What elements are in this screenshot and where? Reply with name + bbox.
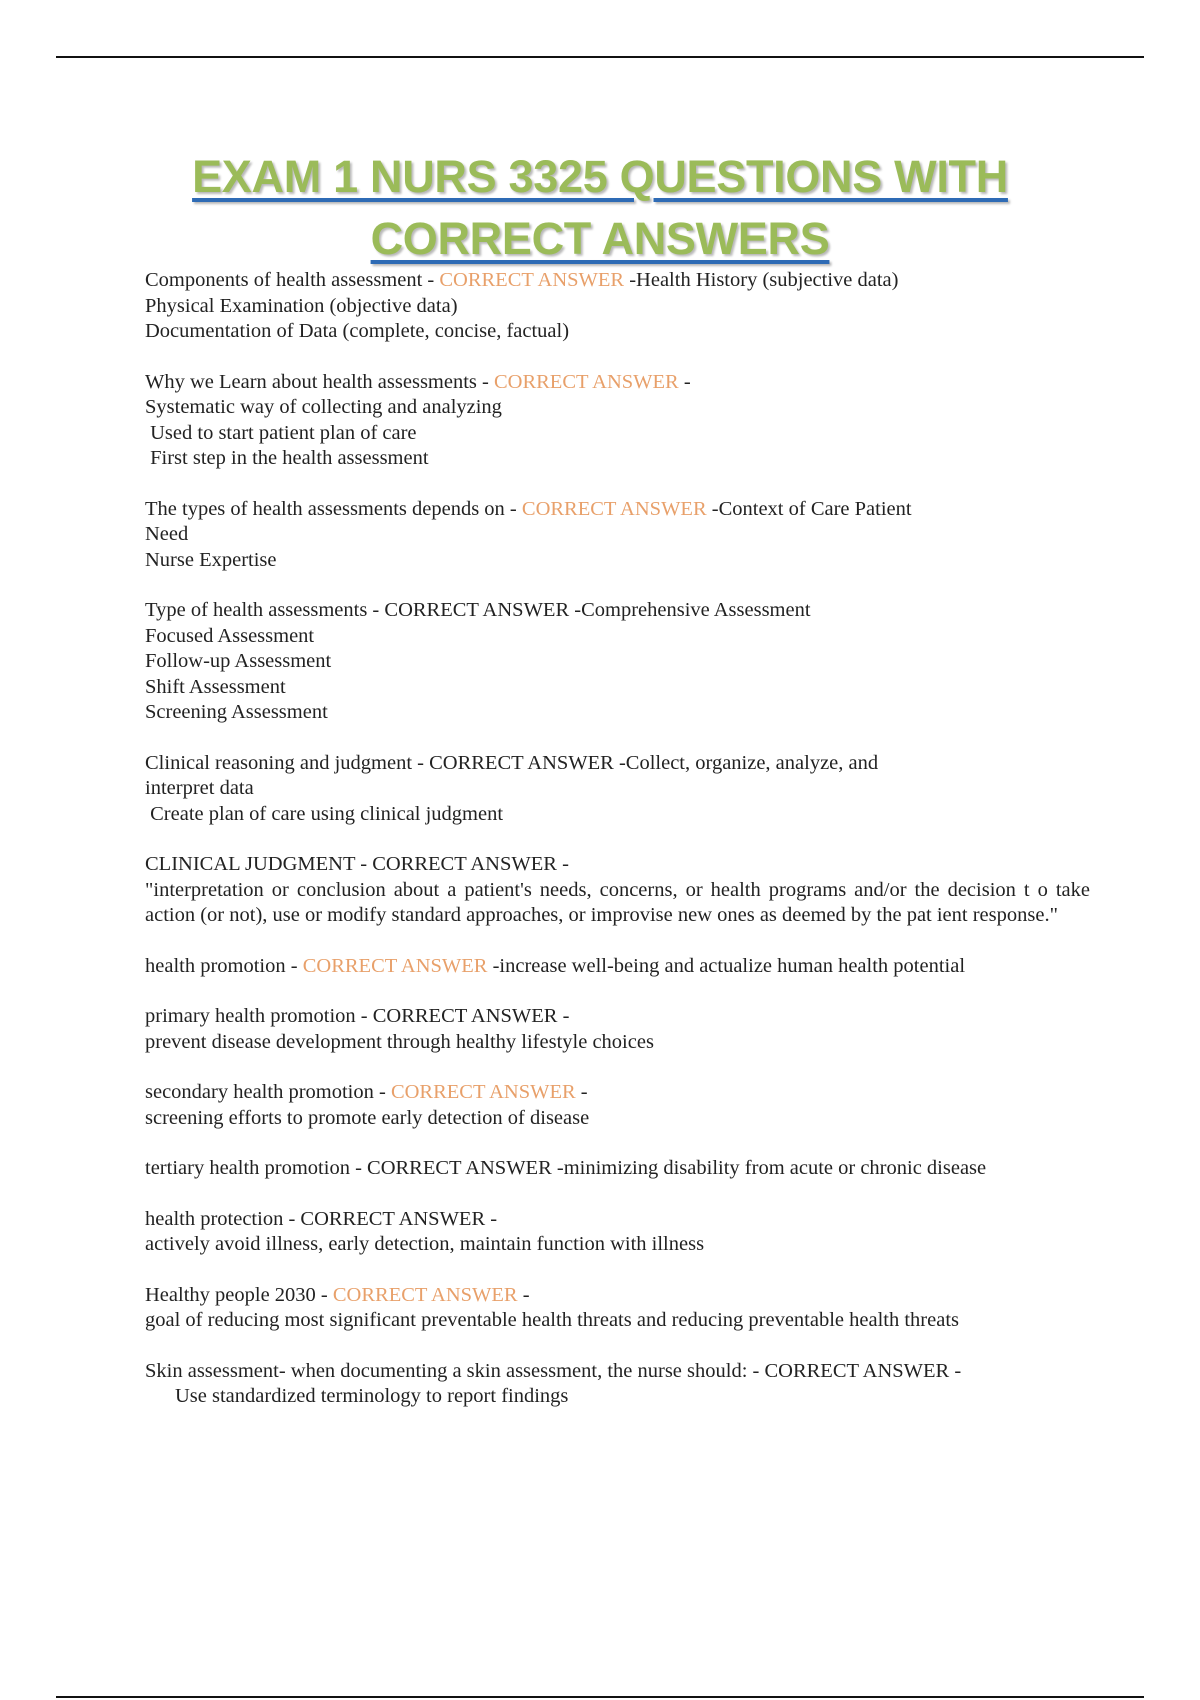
answer-text: - screening efforts to promote early detection of disease (145, 1081, 590, 1129)
question-text: CLINICAL JUDGMENT - (145, 853, 373, 875)
question-text: secondary health promotion - (145, 1081, 391, 1103)
correct-answer-label: CORRECT ANSWER (372, 1005, 558, 1027)
qa-text (145, 370, 1090, 472)
qa-card (145, 1004, 1090, 1055)
answer-text: -Context of Care Patient Need Nurse Expertise (145, 497, 912, 571)
question-text: health promotion - (145, 954, 303, 977)
answer-text: -Health History (subjective data) Physical Examination (objective data) Documentation of Data (complete, concise, factual) (145, 269, 899, 342)
qa-card (145, 1283, 1090, 1334)
qa-card (145, 1207, 1090, 1258)
question-text: Clinical reasoning and judgment - (145, 751, 430, 774)
qa-list (145, 268, 1096, 1435)
answer-text: - (949, 1359, 962, 1382)
question-text: Type of health assessments - (145, 599, 385, 621)
answer-text: -increase well-being and actualize human health potential (487, 954, 966, 977)
question-text: health protection - (145, 1207, 301, 1230)
correct-answer-label: CORRECT ANSWER (384, 599, 570, 621)
qa-text (145, 1283, 1090, 1334)
title-line-2: CORRECT ANSWERS (370, 213, 830, 264)
answer-text: -minimizing disability from acute or chronic disease (551, 1157, 987, 1179)
qa-text (145, 598, 1090, 726)
document-title (0, 146, 1200, 270)
correct-answer-label: CORRECT ANSWER (367, 1157, 552, 1179)
question-text: Healthy people 2030 - (145, 1283, 333, 1306)
header-rule (56, 56, 1144, 58)
answer-text: - Systematic way of collecting and analyzing Used to start patient plan of care First step in the health assessment (145, 370, 691, 469)
answer-text: - prevent disease development through healthy lifestyle choices (145, 1005, 654, 1053)
qa-text (145, 1156, 1090, 1182)
qa-text (145, 1359, 1090, 1385)
answer-text: - goal of reducing most significant preventable health threats and reducing preventable health threats (145, 1283, 960, 1331)
correct-answer-label: CORRECT ANSWER (764, 1359, 950, 1382)
correct-answer-label: CORRECT ANSWER (300, 1207, 486, 1230)
qa-card (145, 1080, 1090, 1131)
correct-answer-label: CORRECT ANSWER (493, 370, 679, 393)
correct-answer-label: CORRECT ANSWER (429, 751, 614, 774)
qa-text (145, 954, 1090, 980)
footer-rule (56, 1696, 1144, 1698)
answer-indented: Use standardized terminology to report findings (175, 1385, 569, 1407)
title-line-1: EXAM 1 NURS 3325 QUESTIONS WITH (192, 151, 1008, 202)
question-text: Skin assessment- when documenting a skin assessment, the nurse should: - (145, 1359, 765, 1382)
question-text: Components of health assessment - (145, 269, 440, 291)
qa-text (145, 751, 1090, 828)
qa-text (145, 1207, 1090, 1258)
correct-answer-label: CORRECT ANSWER (332, 1283, 518, 1306)
correct-answer-label: CORRECT ANSWER (302, 954, 488, 977)
qa-text (145, 497, 1090, 574)
question-text: Why we Learn about health assessments - (145, 370, 494, 393)
answer-quote: "interpretation or conclusion about a patient's needs, concerns, or health programs and/or the decision t o take action (or not), use or modify standard approaches, or improvise new ones as deemed by the pat ient response." (145, 878, 1096, 926)
correct-answer-label: CORRECT ANSWER (521, 497, 707, 520)
qa-card (145, 268, 1090, 345)
qa-text (145, 268, 1090, 345)
answer-text: -Comprehensive Assessment Focused Assessment Follow-up Assessment Shift Assessment Screening Assessment (145, 599, 811, 723)
qa-card (145, 1359, 1090, 1410)
qa-text (145, 1004, 1090, 1055)
answer-text: - actively avoid illness, early detection, maintain function with illness (145, 1207, 705, 1255)
qa-card (145, 598, 1090, 726)
qa-card (145, 370, 1090, 472)
answer-text: -Collect, organize, analyze, and interpret data Create plan of care using clinical judgment (145, 751, 879, 825)
correct-answer-label: CORRECT ANSWER (372, 853, 557, 875)
correct-answer-label: CORRECT ANSWER (439, 269, 625, 291)
qa-card (145, 497, 1090, 574)
qa-card (145, 954, 1090, 980)
qa-card (145, 1156, 1090, 1182)
qa-card (145, 751, 1090, 828)
qa-card (145, 852, 1096, 929)
qa-text (145, 852, 1090, 878)
correct-answer-label: CORRECT ANSWER (390, 1081, 576, 1103)
answer-text: - (556, 853, 569, 875)
question-text: The types of health assessments depends on - (145, 497, 522, 520)
question-text: tertiary health promotion - (145, 1157, 368, 1179)
qa-text (145, 1080, 1090, 1131)
question-text: primary health promotion - (145, 1005, 373, 1027)
